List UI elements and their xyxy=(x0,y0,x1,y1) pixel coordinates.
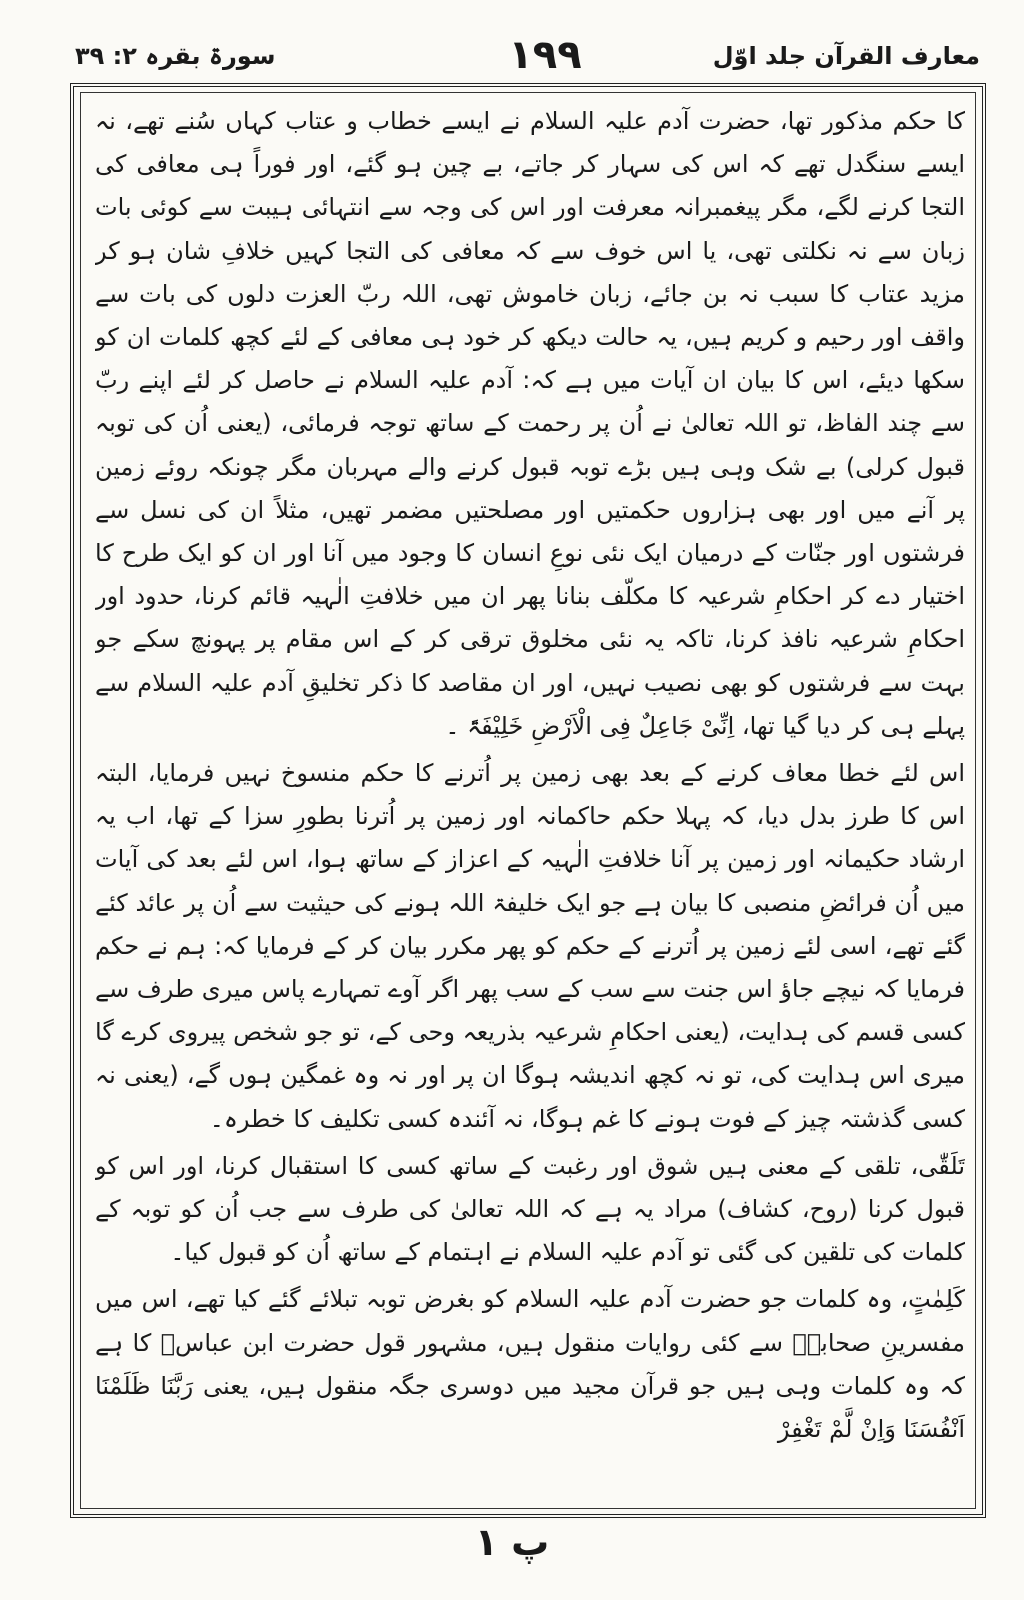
page-header xyxy=(55,30,995,90)
paragraph-3: تَلَقّٰی، تلقی کے معنی ہیں شوق اور رغبت کے ساتھ کسی کا استقبال کرنا، اور اس کو قبول کرنا (روح، کشاف) مراد یہ ہے کہ اللہ تعالیٰ کی طرف سے جب اُن کو توبہ کے کلمات کی تلقین کی گئی تو آدم علیہ السلام نے اہتمام کے ساتھ اُن کو قبول کیا۔ xyxy=(95,1151,965,1267)
paragraph-2: اس لئے خطا معاف کرنے کے بعد بھی زمین پر اُترنے کا حکم منسوخ نہیں فرمایا، البتہ اس کا طرز بدل دیا، کہ پہلا حکم حاکمانہ اور زمین پر اُترنا بطورِ سزا کے تھا، اب یہ ارشاد حکیمانہ اور زمین پر آنا خلافتِ الٰہیہ کے اعزاز کے ساتھ ہوا، اس لئے بعد کی آیات میں اُن فرائضِ منصبی کا بیان ہے جو ایک خلیفۃ اللہ ہونے کی حیثیت سے اُن پر عائد کئے گئے تھے، اسی لئے زمین پر اُترنے کے حکم کو پھر مکرر بیان کر کے فرمایا کہ: ہم نے حکم فرمایا کہ نیچے جاؤ اس جنت سے سب کے سب پھر اگر آوے تمہارے پاس میری طرف سے کسی قسم کی ہدایت، (یعنی احکامِ شرعیہ بذریعہ وحی کے، تو جو شخص پیروی کرے گا میری اس ہدایت کی، تو نہ کچھ اندیشہ ہوگا ان پر اور نہ وہ غمگین ہوں گے، (یعنی نہ کسی گذشتہ چیز کے فوت ہونے کا غم ہوگا، نہ آئندہ کسی تکلیف کا خطرہ۔ xyxy=(95,759,965,1133)
juz-marker: پ ۱ xyxy=(474,1520,550,1564)
page-number: ۱۹۹ xyxy=(508,32,582,78)
paragraph-4: کَلِمٰتٍ، وہ کلمات جو حضرت آدم علیہ السلام کو بغرض توبہ تبلائے گئے کیا تھے، اس میں مفسرینِ صحابہؓ سے کئی روایات منقول ہیں، مشہور قول حضرت ابن عباسؓ کا ہے کہ وہ کلمات وہی ہیں جو قرآن مجید میں دوسری جگہ منقول ہیں، یعنی رَبَّنَا ظَلَمْنَا اَنْفُسَنَا وَاِنْ لَّمْ تَغْفِرْ xyxy=(95,1285,965,1444)
paragraph-1: کا حکم مذکور تھا، حضرت آدم علیہ السلام نے ایسے خطاب و عتاب کہاں سُنے تھے، نہ ایسے سنگدل تھے کہ اس کی سہار کر جاتے، بے چین ہو گئے، اور فوراً ہی معافی کی التجا کرنے لگے، مگر پیغمبرانہ معرفت اور اس کی وجہ سے انتہائی ہیبت سے کوئی بات زبان سے نہ نکلتی تھی، یا اس خوف سے کہ معافی کی التجا کہیں خلافِ شان ہو کر مزید عتاب کا سبب نہ بن جائے، زبان خاموش تھی، اللہ ربّ العزت دلوں کی بات سے واقف اور رحیم و کریم ہیں، یہ حالت دیکھ کر خود ہی معافی کے لئے کچھ کلمات ان کو سکھا دیئے، اس کا بیان ان آیات میں ہے کہ: آدم علیہ السلام نے حاصل کر لئے اپنے ربّ سے چند الفاظ، تو اللہ تعالیٰ نے اُن پر رحمت کے ساتھ توجہ فرمائی، (یعنی اُن کی توبہ قبول کرلی) بے شک وہی ہیں بڑے توبہ قبول کرنے والے مہربان مگر چونکہ روئے زمین پر آنے میں اور بھی ہزاروں حکمتیں اور مصلحتیں مضمر تھیں، مثلاً ان کی نسل سے فرشتوں اور جنّات کے درمیان ایک نئی نوعِ انسان کا وجود میں آنا اور ان کو ایک طرح کا اختیار دے کر احکامِ شرعیہ کا مکلّف بنانا پھر ان میں خلافتِ الٰہیہ قائم کرنا، حدود اور احکامِ شرعیہ نافذ کرنا، تاکہ یہ نئی مخلوق ترقی کر کے اس مقام پر پہونچ سکے جو بہت سے فرشتوں کو بھی نصیب نہیں، اور ان مقاصد کا ذکر تخلیقِ آدم علیہ السلام سے پہلے ہی کر دیا گیا تھا، اِنِّیْ جَاعِلٌ فِی الْاَرْضِ خَلِیْفَۃً ۔ xyxy=(95,107,965,740)
body-text xyxy=(95,100,965,1500)
book-title: معارف القرآن جلد اوّل xyxy=(712,42,980,70)
surah-reference: سورۃ بقرہ ۲: ۳۹ xyxy=(75,42,276,70)
